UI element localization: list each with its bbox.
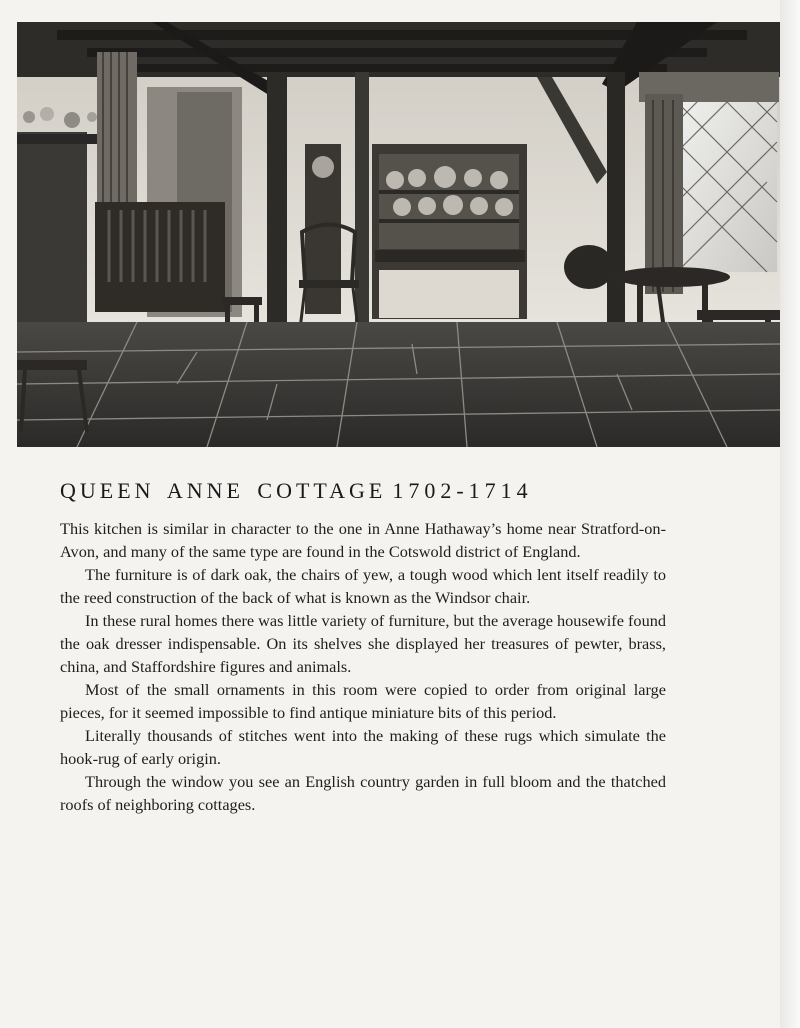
paragraph: In these rural homes there was little variety of furniture, but the average housewife found the oak dresser indispensable. On its shelves she displayed her treasures of pewter, brass, china, and Staffordshire figures and animals. xyxy=(60,611,666,676)
page-heading xyxy=(60,478,533,504)
paragraph: Most of the small ornaments in this room were copied to order from original large pieces, for it seemed impossible to find antique miniature bits of this period. xyxy=(60,680,666,722)
paragraph: Through the window you see an English country garden in full bloom and the thatched roofs of neighboring cottages. xyxy=(60,772,666,814)
paragraph: The furniture is of dark oak, the chairs of yew, a tough wood which lent itself readily to the reed construction of the back of what is known as the Windsor chair. xyxy=(60,565,666,607)
paragraph: This kitchen is similar in character to the one in Anne Hathaway’s home near Stratford-on-Avon, and many of the same type are found in the Cotswold district of England. xyxy=(60,519,666,561)
cottage-kitchen-photo xyxy=(17,22,781,447)
body-text xyxy=(60,517,666,816)
page-edge xyxy=(780,0,800,1028)
paragraph: Literally thousands of stitches went into the making of these rugs which simulate the hook-rug of early origin. xyxy=(60,726,666,768)
heading-years: 1702-1714 xyxy=(392,478,533,503)
heading-title: QUEEN ANNE COTTAGE xyxy=(60,478,387,503)
